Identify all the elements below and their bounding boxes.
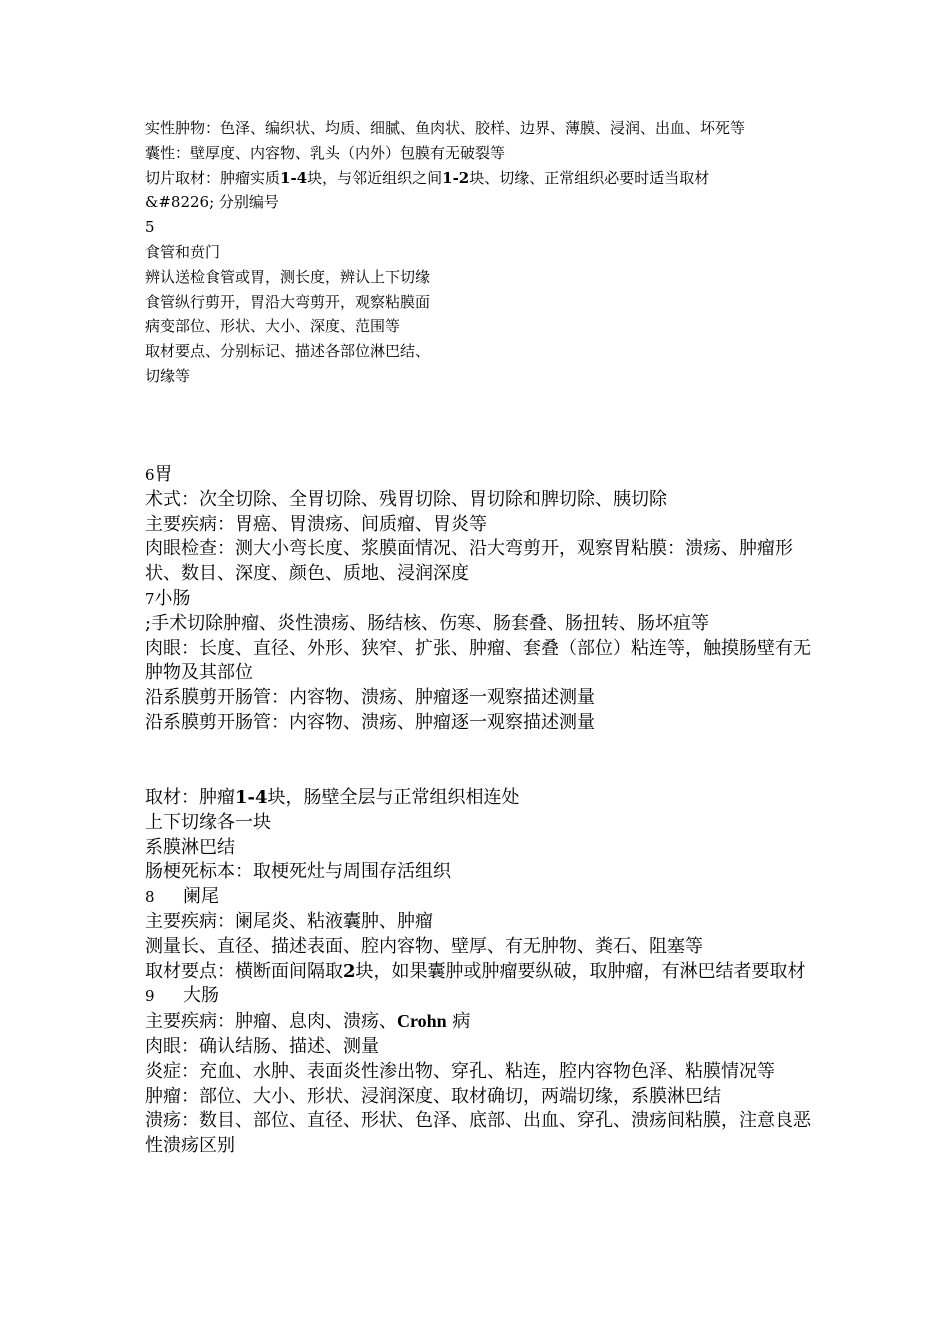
text-line: 炎症：充血、水肿、表面炎性渗出物、穿孔、粘连，腔内容物色泽、粘膜情况等 — [145, 1060, 775, 1082]
text-line: ;手术切除肿瘤、炎性溃疡、肠结核、伤寒、肠套叠、肠扭转、肠坏疽等 — [145, 612, 710, 634]
section-heading-9 — [145, 984, 815, 1009]
text-line: 系膜淋巴结 — [145, 836, 235, 858]
bold-term: Crohn — [397, 1011, 447, 1032]
text-line: 沿系膜剪开肠管：内容物、溃疡、肿瘤逐一观察描述测量 — [145, 711, 595, 733]
text-line-disease — [145, 1009, 815, 1035]
section-title: 小肠 — [154, 587, 191, 609]
section-heading-6 — [145, 463, 815, 488]
text-line: 术式：次全切除、全胃切除、残胃切除、胃切除和脾切除、胰切除 — [145, 488, 667, 510]
text-line-sampling — [145, 786, 815, 811]
text-line: 切缘等 — [145, 366, 191, 385]
text-line: 肠梗死标本：取梗死灶与周围存活组织 — [145, 861, 451, 883]
text-line: 主要疾病：胃癌、胃溃疡、间质瘤、胃炎等 — [145, 513, 487, 535]
text-line: 辨认送检食管或胃，测长度，辨认上下切缘 — [145, 267, 431, 286]
section-number: 9 — [145, 987, 155, 1006]
text-line: 取材要点、分别标记、描述各部位淋巴结、 — [145, 342, 431, 361]
text-span: 块，肠壁全层与正常组织相连处 — [267, 787, 520, 808]
text-line: 肉眼：确认结肠、描述、测量 — [145, 1035, 379, 1057]
section-number: 6 — [145, 466, 155, 484]
text-line: 测量长、直径、描述表面、腔内容物、壁厚、有无肿物、粪石、阻塞等 — [145, 935, 703, 957]
section-title: 食管和贲门 — [145, 242, 221, 261]
section-number: 5 — [145, 218, 155, 237]
section-number: 7 — [145, 589, 155, 608]
text-line-sampling — [145, 166, 815, 191]
text-line: 上下切缘各一块 — [145, 811, 271, 833]
text-line: 肉眼检查：测大小弯长度、浆膜面情况、沿大弯剪开，观察胃粘膜：溃疡、肿瘤形状、数目、深度、颜色、质地、浸润深度 — [145, 538, 793, 585]
text-line: 溃疡：数目、部位、直径、形状、色泽、底部、出血、穿孔、溃疡间粘膜，注意良恶性溃疡区别 — [145, 1110, 811, 1157]
text-line: 食管纵行剪开，胃沿大弯剪开，观察粘膜面 — [145, 292, 431, 311]
text-span: 块、切缘、正常组织必要时适当取材 — [469, 168, 710, 187]
text-line: 实性肿物：色泽、编织状、均质、细腻、鱼肉状、胶样、边界、薄膜、浸润、出血、坏死等 — [145, 119, 746, 137]
text-span: 取材：肿瘤 — [145, 787, 235, 808]
section-stomach-small-intestine — [145, 463, 815, 736]
text-line: 肿瘤：部位、大小、形状、浸润深度、取材确切，两端切缘，系膜淋巴结 — [145, 1085, 721, 1107]
text-span: 切片取材：肿瘤实质 — [145, 168, 281, 187]
section-title: 阑尾 — [183, 886, 219, 908]
text-span: 块，如果囊肿或肿瘤要纵破，取肿瘤，有淋巴结者要取材 — [355, 960, 806, 982]
text-span: 病 — [446, 1011, 471, 1033]
text-line: 主要疾病：阑尾炎、粘液囊肿、肿瘤 — [145, 910, 433, 932]
bold-number: 1-4 — [235, 787, 268, 808]
text-span: 块，与邻近组织之间 — [307, 168, 443, 187]
section-title: 胃 — [154, 464, 173, 485]
section-tumor-description — [145, 116, 815, 389]
section-title: 大肠 — [183, 985, 219, 1007]
text-line: 囊性：壁厚度、内容物、乳头（内外）包膜有无破裂等 — [145, 143, 506, 162]
bold-number: 1-2 — [442, 168, 470, 187]
text-line: 沿系膜剪开肠管：内容物、溃疡、肿瘤逐一观察描述测量 — [145, 687, 595, 709]
bold-number: 2 — [343, 960, 356, 982]
section-heading-7 — [145, 587, 815, 612]
text-span: 取材要点：横断面间隔取 — [145, 960, 343, 982]
text-line: 肉眼：长度、直径、外形、狭窄、扩张、肿瘤、套叠（部位）粘连等，触摸肠壁有无肿物及其部位 — [145, 637, 811, 684]
text-line: &#8226; 分别编号 — [145, 193, 279, 212]
text-span: 主要疾病：肿瘤、息肉、溃疡、 — [145, 1011, 397, 1033]
section-number: 8 — [145, 888, 155, 907]
bold-number: 1-4 — [280, 168, 308, 187]
section-heading-8 — [145, 885, 815, 910]
text-line: 病变部位、形状、大小、深度、范围等 — [145, 317, 401, 336]
text-line-sampling — [145, 960, 815, 985]
section-appendix-colon — [145, 786, 815, 1159]
